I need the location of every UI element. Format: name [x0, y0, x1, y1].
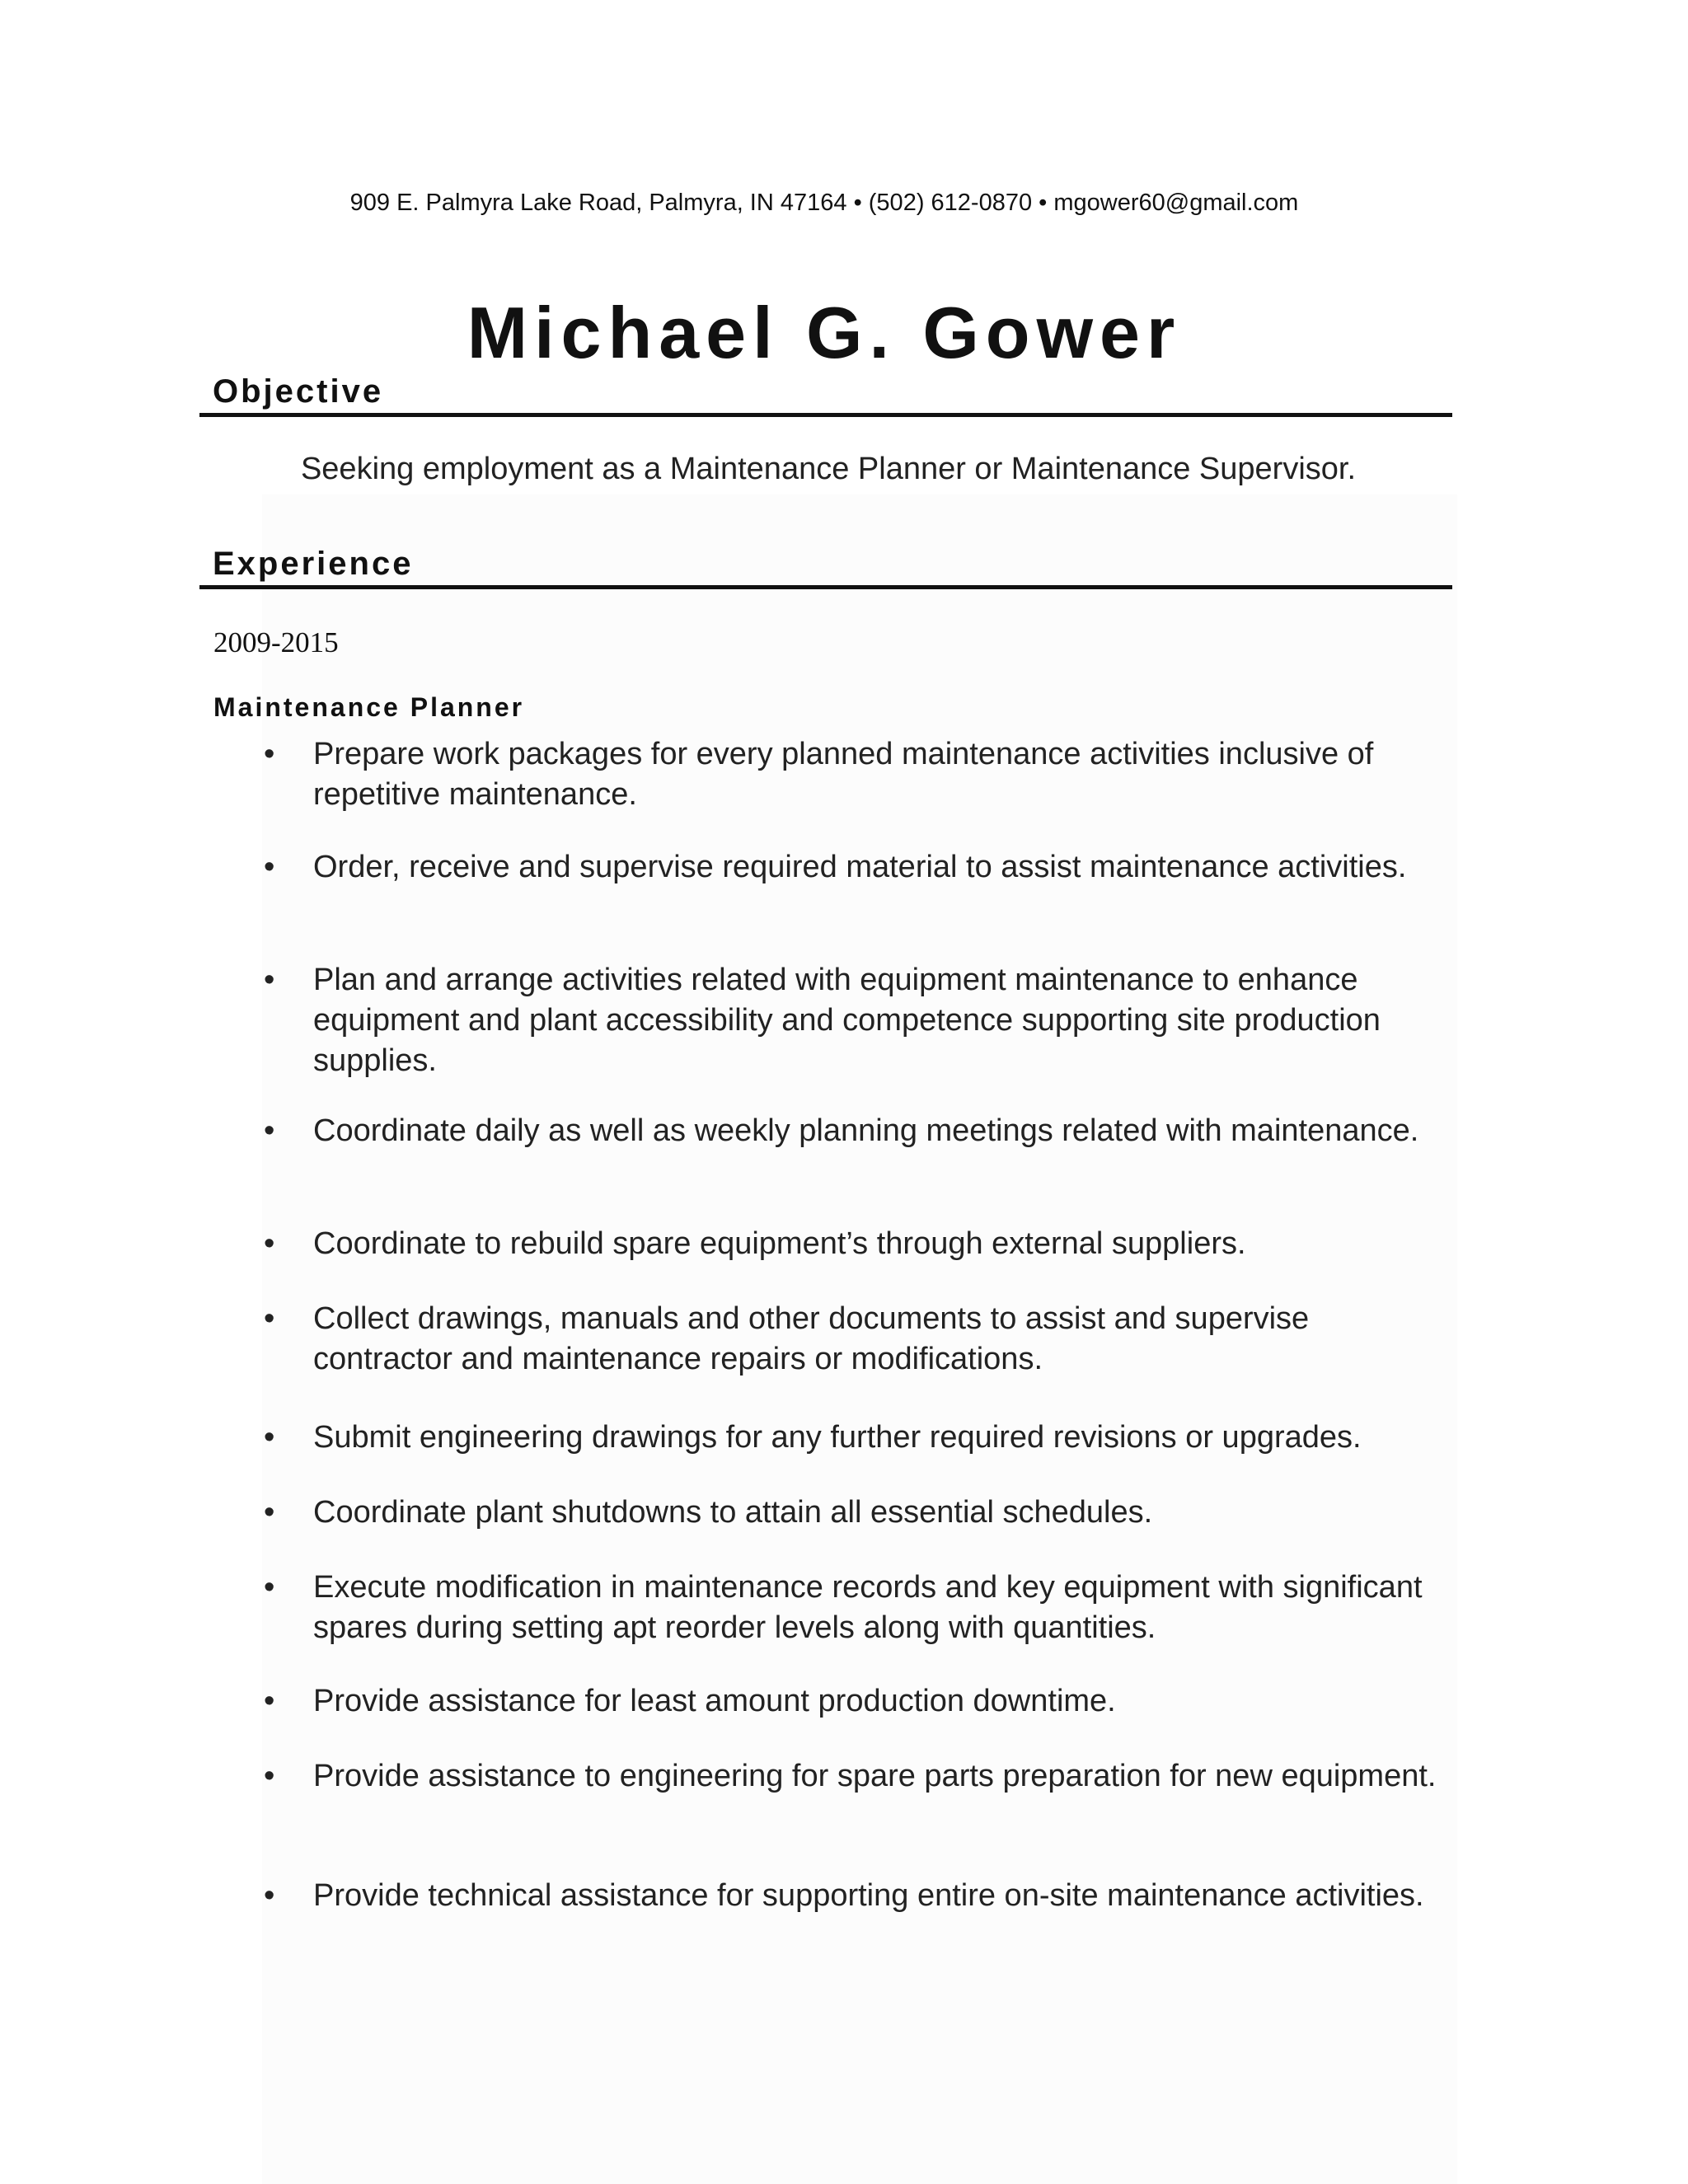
- duty-item: [264, 960, 1451, 1081]
- bullet-icon: •: [264, 963, 275, 997]
- duty-item: [264, 734, 1451, 815]
- candidate-name: Michael G. Gower: [467, 292, 1182, 373]
- contact-line: 909 E. Palmyra Lake Road, Palmyra, IN 47164 • (502) 612-0870 • mgower60@gmail.com: [349, 190, 1299, 216]
- duty-text: Coordinate to rebuild spare equipment’s through external suppliers.: [313, 1226, 1246, 1261]
- bullet-icon: •: [264, 737, 275, 771]
- bullet-icon: •: [264, 1878, 275, 1913]
- bullet-icon: •: [264, 1759, 275, 1793]
- experience-heading: Experience: [199, 547, 1452, 589]
- duty-item: [264, 1224, 1451, 1264]
- duty-text: Coordinate daily as well as weekly planning meetings related with maintenance.: [313, 1113, 1419, 1148]
- duty-item: [264, 1299, 1451, 1380]
- bullet-icon: •: [264, 1301, 275, 1336]
- objective-heading: Objective: [199, 375, 1452, 417]
- duty-text: Coordinate plant shutdowns to attain all essential schedules.: [313, 1495, 1153, 1530]
- bullet-icon: •: [264, 1113, 275, 1148]
- duty-item: [264, 847, 1451, 888]
- duty-item: [264, 1876, 1451, 1916]
- duty-item: [264, 1568, 1451, 1648]
- bullet-icon: •: [264, 1684, 275, 1718]
- bullet-icon: •: [264, 1420, 275, 1455]
- duty-text: Provide technical assistance for supporting entire on-site maintenance activities.: [313, 1878, 1424, 1913]
- duty-text: Execute modification in maintenance records and key equipment with significant spares during setting apt reorder levels along with quantities.: [313, 1570, 1423, 1645]
- duty-text: Prepare work packages for every planned maintenance activities inclusive of repetitive maintenance.: [313, 737, 1374, 812]
- duty-text: Collect drawings, manuals and other documents to assist and supervise contractor and maintenance repairs or modifications.: [313, 1301, 1310, 1376]
- duty-item: [264, 1493, 1451, 1533]
- duty-item: [264, 1681, 1451, 1722]
- job-dates: 2009-2015: [213, 626, 339, 658]
- job-title: Maintenance Planner: [213, 692, 525, 722]
- bullet-icon: •: [264, 1570, 275, 1605]
- duty-text: Order, receive and supervise required material to assist maintenance activities.: [313, 850, 1407, 884]
- duty-text: Plan and arrange activities related with equipment maintenance to enhance equipment and plant accessibility and competence supporting site production supplies.: [313, 963, 1381, 1078]
- duty-text: Provide assistance to engineering for spare parts preparation for new equipment.: [313, 1759, 1437, 1793]
- bullet-icon: •: [264, 850, 275, 884]
- duty-text: Provide assistance for least amount production downtime.: [313, 1684, 1116, 1718]
- duty-item: [264, 1111, 1451, 1151]
- duty-item: [264, 1756, 1451, 1797]
- bullet-icon: •: [264, 1226, 275, 1261]
- duty-text: Submit engineering drawings for any further required revisions or upgrades.: [313, 1420, 1362, 1455]
- name-header: [0, 280, 1648, 373]
- duty-item: [264, 1418, 1451, 1458]
- bullet-icon: •: [264, 1495, 275, 1530]
- objective-text: Seeking employment as a Maintenance Planner or Maintenance Supervisor.: [300, 452, 1357, 486]
